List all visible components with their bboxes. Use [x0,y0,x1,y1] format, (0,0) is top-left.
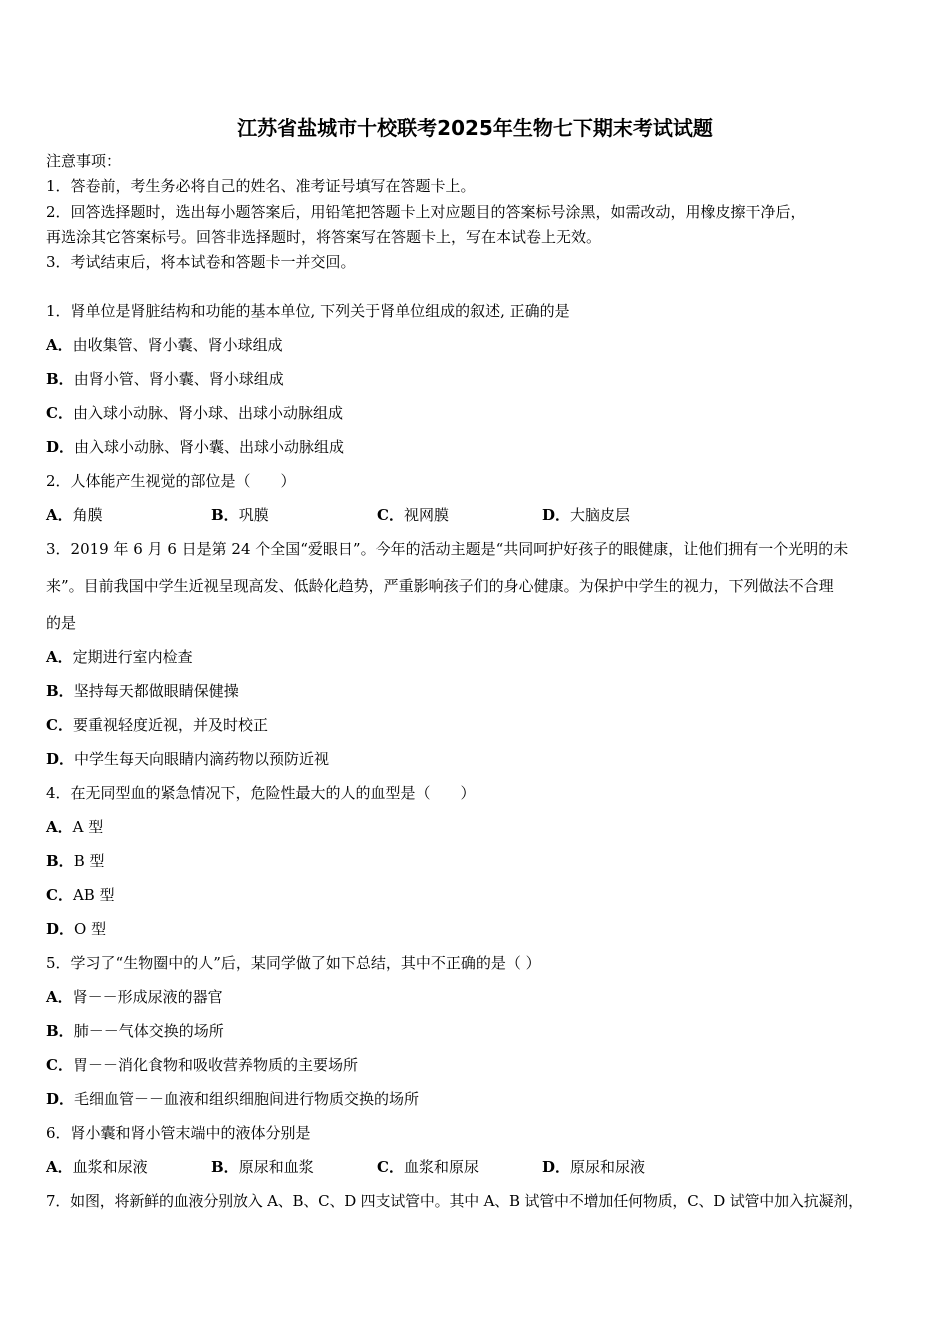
question-3-stem: 的是 [46,614,77,632]
option-letter: D． [542,506,571,524]
option-text: 血浆和原尿 [403,1158,479,1176]
q6-option-d [542,1157,645,1177]
option-text: 肾－－形成尿液的器官 [72,988,223,1006]
option-letter: D． [46,750,75,768]
question-3-stem: 来”。目前我国中学生近视呈现高发、低龄化趋势，严重影响孩子们的身心健康。为保护中学生的视力，下列做法不合理 [46,577,834,595]
q6-option-a [46,1157,148,1177]
option-text: 坚持每天都做眼睛保健操 [73,682,239,700]
option-text: A 型 [72,818,104,836]
notice-item: 1．答卷前，考生务必将自己的姓名、准考证号填写在答题卡上。 [46,177,476,195]
q1-option-d [46,437,344,457]
option-letter: D． [542,1158,571,1176]
notice-heading: 注意事项： [46,152,122,170]
q2-option-a [46,505,103,525]
option-text: 定期进行室内检查 [72,648,193,666]
option-text: AB 型 [72,886,115,904]
q5-option-d [46,1089,419,1109]
option-letter: A． [46,648,73,666]
option-text: 由入球小动脉、肾小囊、出球小动脉组成 [74,438,345,456]
option-text: 胃－－消化食物和吸收营养物质的主要场所 [72,1056,358,1074]
option-letter: C． [46,404,73,422]
question-7-stem: 7．如图，将新鲜的血液分别放入 A、B、C、D 四支试管中。其中 A、B 试管中不增加任何物质，C、D 试管中加入抗凝剂， [46,1192,863,1210]
option-text: 肺－－气体交换的场所 [73,1022,224,1040]
option-letter: C． [377,506,404,524]
option-letter: A． [46,988,73,1006]
option-text: 原尿和尿液 [570,1158,646,1176]
option-letter: D． [46,438,75,456]
option-letter: A． [46,1158,73,1176]
q3-option-a [46,647,193,667]
notice-item: 3．考试结束后，将本试卷和答题卡一并交回。 [46,253,356,271]
q1-option-c [46,403,343,423]
option-letter: B． [46,852,74,870]
question-2-stem: 2．人体能产生视觉的部位是（ ） [46,472,296,490]
question-5-stem: 5．学习了“生物圈中的人”后，某同学做了如下总结，其中不正确的是（ ） [46,954,541,972]
question-3-stem: 3．2019 年 6 月 6 日是第 24 个全国“爱眼日”。今年的活动主题是“共同呵护好孩子的眼健康，让他们拥有一个光明的未 [46,540,849,558]
q3-option-b [46,681,239,701]
option-letter: A． [46,506,73,524]
q4-option-a [46,817,103,837]
page-title: 江苏省盐城市十校联考2025年生物七下期末考试试题 [237,116,713,140]
option-text: 角膜 [72,506,103,524]
question-4-stem: 4．在无同型血的紧急情况下，危险性最大的人的血型是（ ） [46,784,476,802]
option-text: 视网膜 [403,506,449,524]
option-letter: C． [46,716,73,734]
option-letter: C． [46,1056,73,1074]
option-letter: A． [46,818,73,836]
q2-option-d [542,505,630,525]
q5-option-a [46,987,223,1007]
question-1-stem: 1．肾单位是肾脏结构和功能的基本单位, 下列关于肾单位组成的叙述, 正确的是 [46,302,570,320]
q1-option-b [46,369,284,389]
q6-option-b [211,1157,314,1177]
option-text: 毛细血管－－血液和组织细胞间进行物质交换的场所 [74,1090,420,1108]
option-text: 大脑皮层 [570,506,631,524]
option-text: B 型 [73,852,105,870]
q3-option-c [46,715,268,735]
option-letter: D． [46,920,75,938]
option-text: 血浆和尿液 [72,1158,148,1176]
option-text: 巩膜 [238,506,269,524]
option-letter: B． [211,1158,239,1176]
option-text: 原尿和血浆 [238,1158,314,1176]
option-text: 由收集管、肾小囊、肾小球组成 [72,336,283,354]
q5-option-c [46,1055,358,1075]
option-letter: A． [46,336,73,354]
option-letter: B． [46,1022,74,1040]
q2-option-b [211,505,269,525]
notice-item: 2．回答选择题时，选出每小题答案后，用铅笔把答题卡上对应题目的答案标号涂黑，如需改动，用橡皮擦干净后， [46,203,806,221]
option-text: 中学生每天向眼睛内滴药物以预防近视 [74,750,330,768]
option-text: 由肾小管、肾小囊、肾小球组成 [73,370,284,388]
q4-option-c [46,885,115,905]
notice-item: 再选涂其它答案标号。回答非选择题时，将答案写在答题卡上，写在本试卷上无效。 [46,228,602,246]
q5-option-b [46,1021,224,1041]
option-text: 要重视轻度近视，并及时校正 [72,716,268,734]
q1-option-a [46,335,283,355]
q3-option-d [46,749,329,769]
option-letter: D． [46,1090,75,1108]
option-letter: B． [46,370,74,388]
option-text: O 型 [74,920,107,938]
q6-option-c [377,1157,479,1177]
q4-option-d [46,919,106,939]
option-letter: C． [46,886,73,904]
q2-option-c [377,505,449,525]
option-letter: C． [377,1158,404,1176]
q4-option-b [46,851,104,871]
option-letter: B． [211,506,239,524]
option-letter: B． [46,682,74,700]
question-6-stem: 6．肾小囊和肾小管末端中的液体分别是 [46,1124,311,1142]
option-text: 由入球小动脉、肾小球、出球小动脉组成 [72,404,343,422]
